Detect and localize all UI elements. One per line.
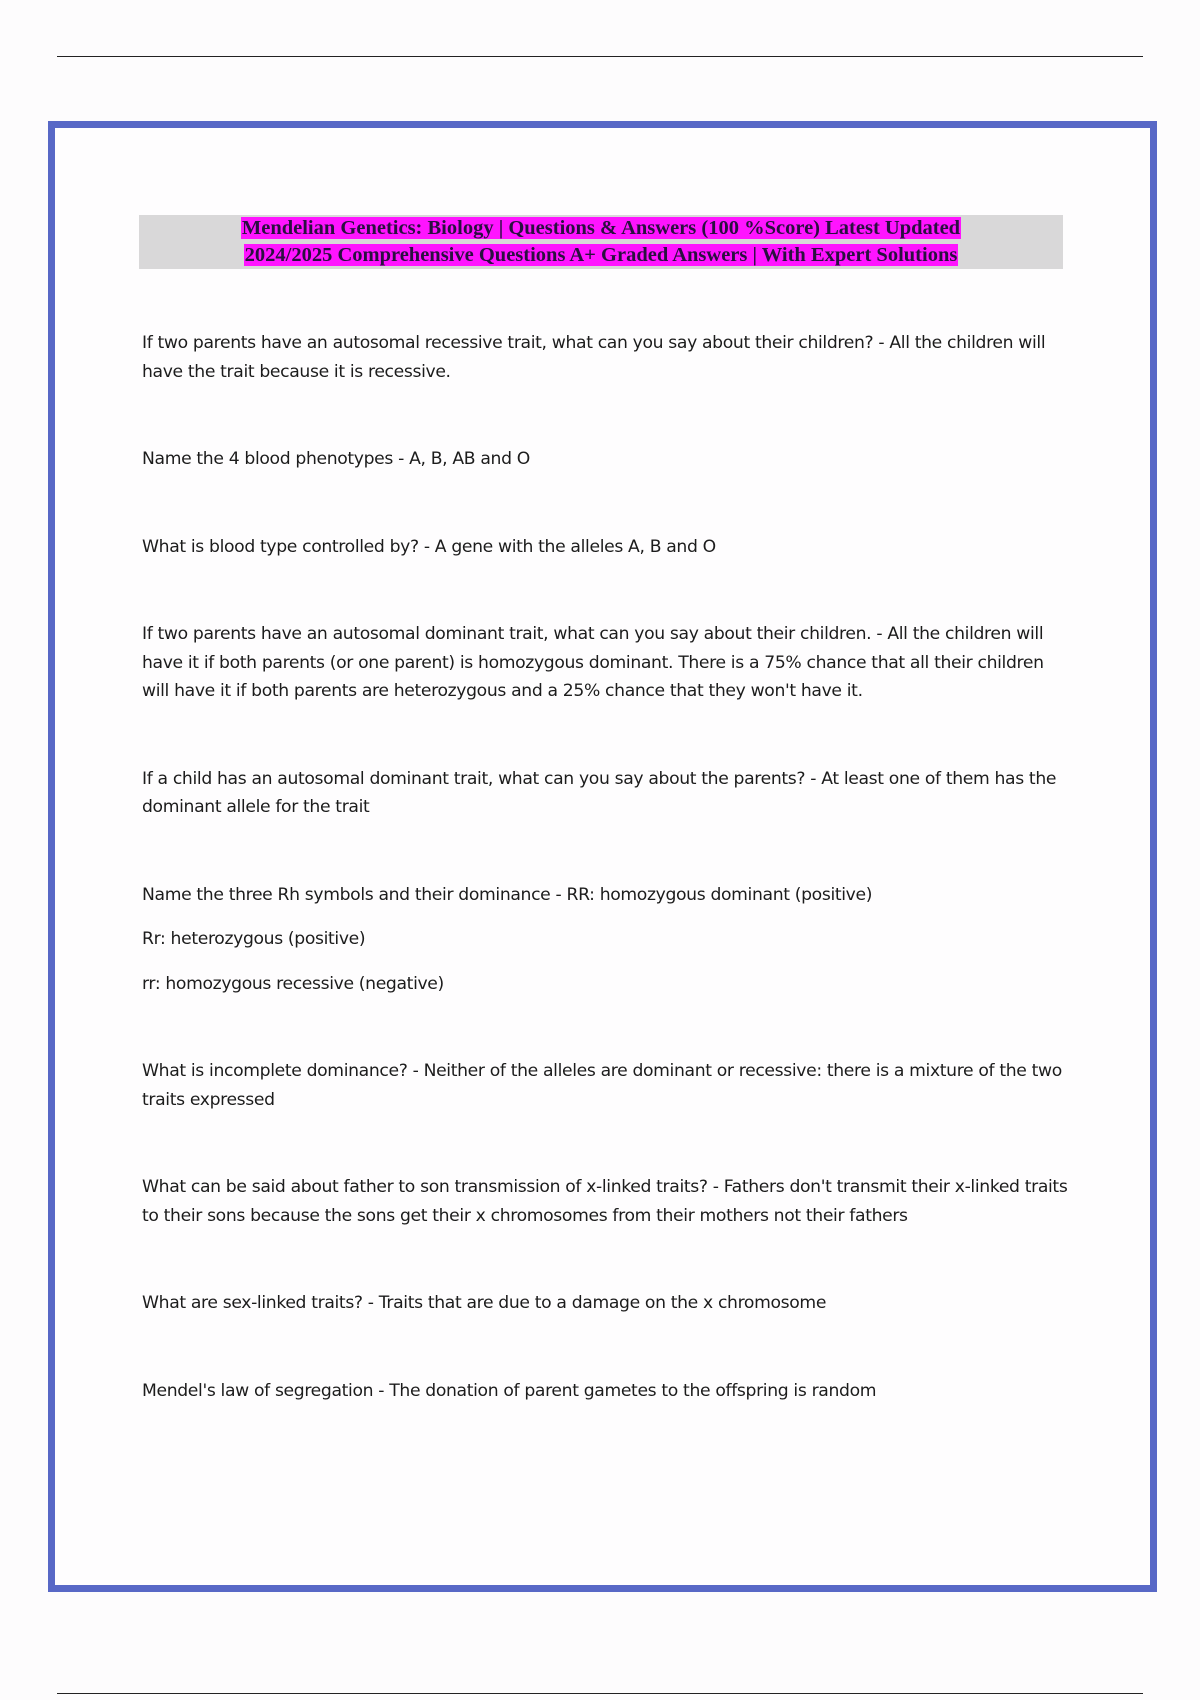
title-line-2: 2024/2025 Comprehensive Questions A+ Graded Answers | With Expert Solutions <box>244 244 958 266</box>
document-title <box>241 215 961 269</box>
bottom-rule <box>57 1693 1143 1694</box>
qa-item: If a child has an autosomal dominant trait, what can you say about the parents? - At least one of them has the dominant allele for the trait <box>142 768 1057 817</box>
qa-item: If two parents have an autosomal dominant trait, what can you say about their children. - All the children will have it if both parents (or one parent) is homozygous dominant. There is a 75% chance that all their children will have it if both parents are heterozygous and a 25% chance that they won't have it. <box>142 624 1044 701</box>
qa-item: Name the 4 blood phenotypes - A, B, AB and O <box>142 449 530 469</box>
qa-item: What are sex-linked traits? - Traits that are due to a damage on the x chromosome <box>142 1293 827 1313</box>
qa-subline: Rr: heterozygous (positive) <box>142 929 366 949</box>
top-rule <box>57 56 1143 57</box>
qa-item: Name the three Rh symbols and their dominance - RR: homozygous dominant (positive) <box>142 884 873 905</box>
qa-item: What is blood type controlled by? - A gene with the alleles A, B and O <box>142 536 716 557</box>
qa-item: If two parents have an autosomal recessive trait, what can you say about their children? - All the children will have the trait because it is recessive. <box>142 333 1046 382</box>
qa-item: What can be said about father to son transmission of x-linked traits? - Fathers don't transmit their x-linked traits to their sons because the sons get their x chromosomes from their mothers not their fathers <box>142 1177 1068 1226</box>
title-band <box>139 215 1063 269</box>
qa-list <box>142 329 1070 1405</box>
title-line-1: Mendelian Genetics: Biology | Questions & Answers (100 %Score) Latest Updated <box>241 217 961 239</box>
qa-subline: rr: homozygous recessive (negative) <box>142 973 444 994</box>
qa-item: What is incomplete dominance? - Neither of the alleles are dominant or recessive: there is a mixture of the two traits expressed <box>142 1061 1062 1110</box>
qa-item: Mendel's law of segregation - The donation of parent gametes to the offspring is random <box>142 1380 877 1401</box>
